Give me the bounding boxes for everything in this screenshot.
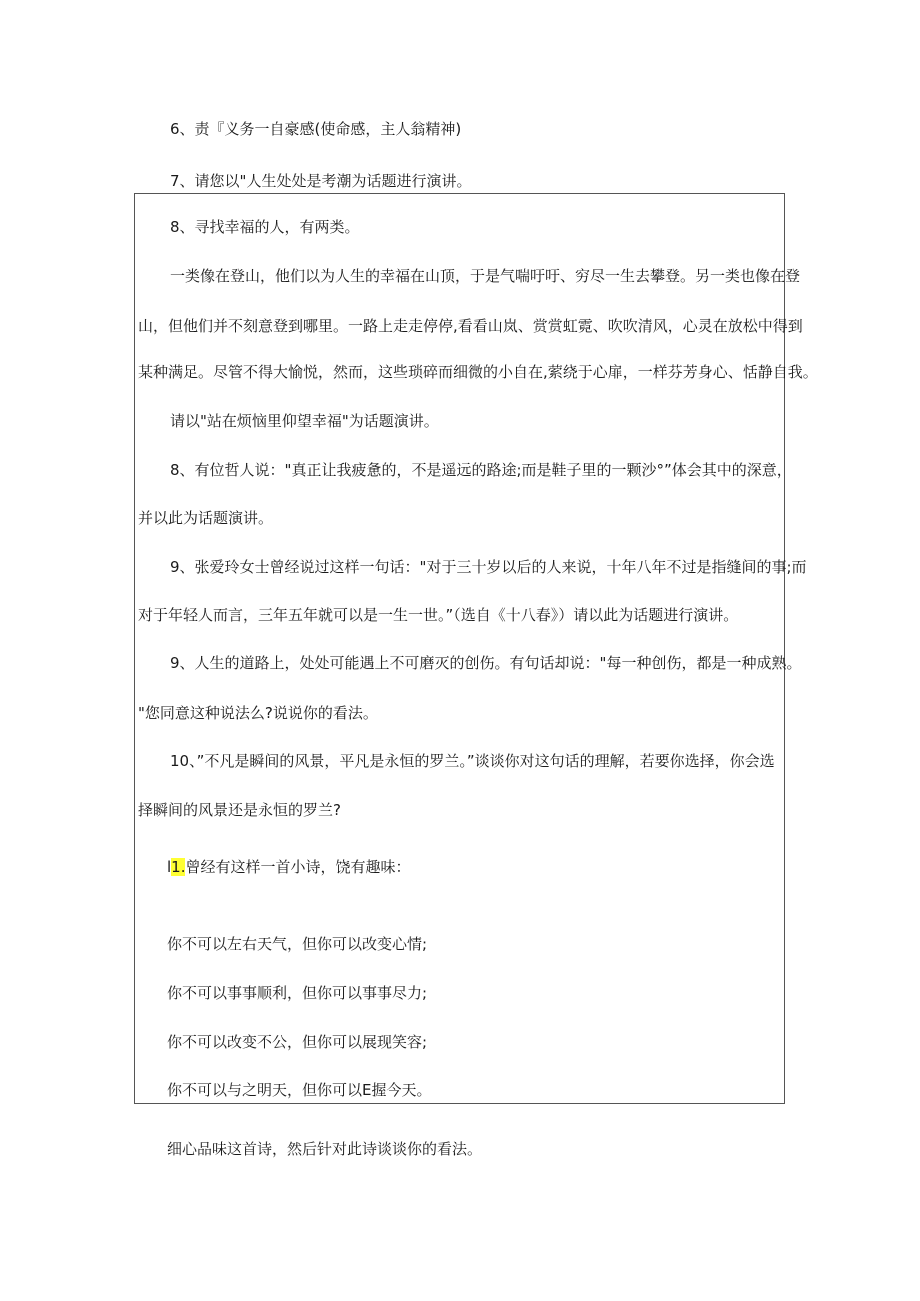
question-8-paragraph-line-1: 一类像在登山，他们以为人生的幸福在山顶，于是气喘吁吁、穷尽一生去攀登。另一类也像在登 [170, 267, 801, 285]
question-8-paragraph-line-2: 山，但他们并不刻意登到哪里。一路上走走停停,看看山岚、赏赏虹霓、吹吹清风，心灵在放松中得到 [138, 317, 803, 335]
question-10-line-1: 10、”不凡是瞬间的风景，平凡是永恒的罗兰。”谈谈你对这句话的理解，若要你选择，你会选 [170, 752, 775, 770]
question-8b-line-1: 8、有位哲人说："真正让我疲惫的，不是遥远的路途;而是鞋子里的一颗沙°”体会其中的深意， [170, 461, 792, 479]
poem-line-1: 你不可以左右天气，但你可以改变心情; [167, 935, 428, 953]
question-6: 6、责『义务一自豪感(使命感，主人翁精神) [170, 120, 462, 138]
question-7: 7、请您以"人生处处是考潮为话题进行演讲。 [170, 172, 472, 190]
question-9b-line-1: 9、人生的道路上，处处可能遇上不可磨灭的创伤。有句话却说："每一种创伤，都是一种成熟。 [170, 654, 802, 672]
question-8-title: 8、寻找幸福的人，有两类。 [170, 218, 360, 236]
question-8-prompt: 请以"站在烦恼里仰望幸福"为话题演讲。 [170, 412, 439, 430]
question-8-paragraph-line-3: 某种满足。尽管不得大愉悦，然而，这些琐碎而细微的小自在,萦绕于心扉，一样芬芳身心、恬静自我。 [138, 363, 818, 381]
question-11-title [167, 857, 411, 877]
question-8b-line-2: 并以此为话题演讲。 [138, 509, 274, 527]
question-11-prefix: l [167, 858, 172, 876]
question-11-text: 曾经有这样一首小诗，饶有趣味： [185, 858, 411, 876]
question-9-line-2: 对于年轻人而言，三年五年就可以是一生一世。”（选自《十八春》）请以此为话题进行演讲。 [138, 606, 739, 624]
question-9b-line-2: "您同意这种说法么?说说你的看法。 [138, 704, 378, 722]
question-9-line-1: 9、张爱玲女士曾经说过这样一句话："对于三十岁以后的人来说，十年八年不过是指缝间的事;而 [170, 558, 807, 576]
poem-line-2: 你不可以事事顺利，但你可以事事尽力; [167, 984, 428, 1002]
closing-prompt: 细心品味这首诗，然后针对此诗谈谈你的看法。 [167, 1140, 483, 1158]
question-10-line-2: 择瞬间的风景还是永恒的罗兰? [138, 801, 341, 819]
poem-line-4: 你不可以与之明天，但你可以E握今天。 [167, 1081, 432, 1099]
poem-line-3: 你不可以改变不公，但你可以展现笑容; [167, 1033, 428, 1051]
question-11-number-highlight: 1. [171, 858, 186, 876]
